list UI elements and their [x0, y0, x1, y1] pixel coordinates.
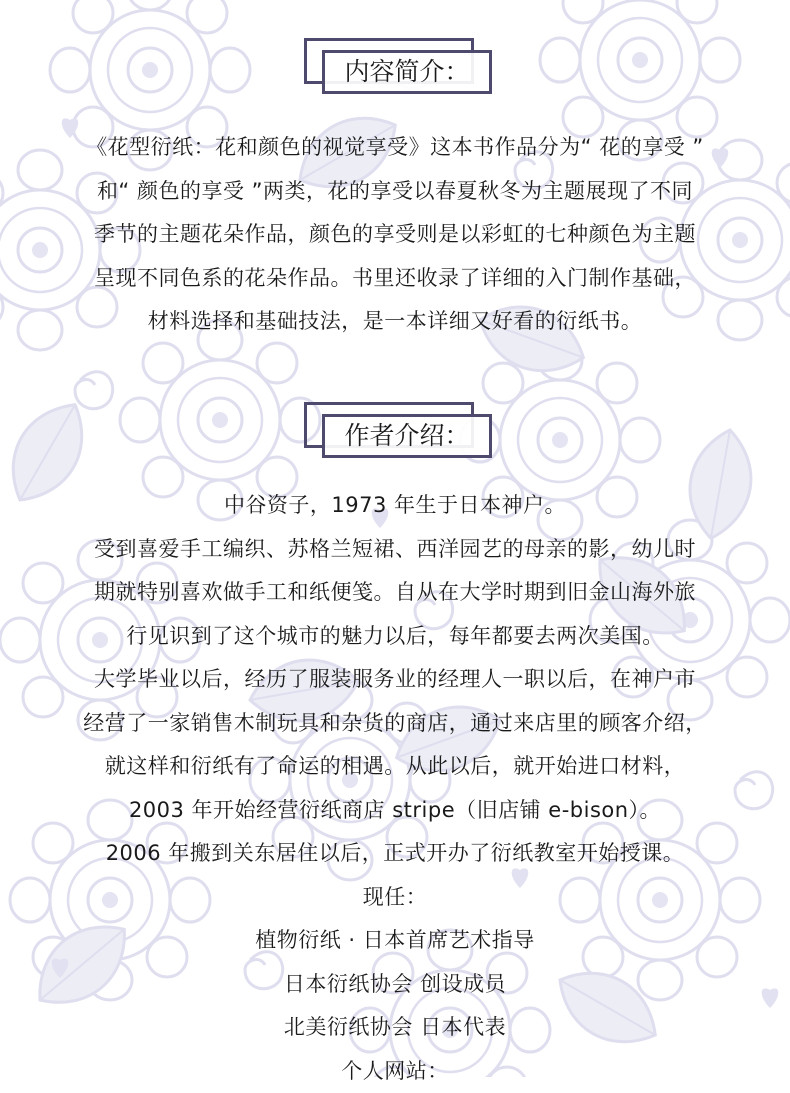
intro-line: 《花型衍纸：花和颜色的视觉享受》这本书作品分为“ 花的享受 ” — [30, 126, 760, 170]
author-line: 现任： — [30, 876, 760, 920]
author-line: 植物衍纸 · 日本首席艺术指导 — [30, 919, 760, 963]
author-line: 大学毕业以后，经历了服装服务业的经理人一职以后，在神户市 — [30, 658, 760, 702]
author-heading: 作者介绍： — [322, 418, 492, 454]
author-line: 日本衍纸协会 创设成员 — [30, 963, 760, 1007]
author-line: 2003 年开始经营衍纸商店 stripe（旧店铺 e-bison）。 — [30, 789, 760, 833]
intro-line: 季节的主题花朵作品，颜色的享受则是以彩虹的七种颜色为主题 — [30, 213, 760, 257]
author-line: 受到喜爱手工编织、苏格兰短裙、西洋园艺的母亲的影，幼儿时 — [30, 528, 760, 572]
author-line: 期就特别喜欢做手工和纸便笺。自从在大学时期到旧金山海外旅 — [30, 571, 760, 615]
intro-line: 呈现不同色系的花朵作品。书里还收录了详细的入门制作基础， — [30, 257, 760, 301]
author-line: 经营了一家销售木制玩具和杂货的商店，通过来店里的顾客介绍， — [30, 702, 760, 746]
intro-line: 材料选择和基础技法，是一本详细又好看的衍纸书。 — [30, 300, 760, 344]
author-line: 行见识到了这个城市的魅力以后，每年都要去两次美国。 — [30, 615, 760, 659]
intro-heading-box — [304, 38, 492, 94]
author-line: 就这样和衍纸有了命运的相遇。从此以后，就开始进口材料， — [30, 745, 760, 789]
author-line: 中谷资子，1973 年生于日本神户。 — [30, 484, 760, 528]
author-line: 2006 年搬到关东居住以后，正式开办了衍纸教室开始授课。 — [30, 832, 760, 876]
author-line: 个人网站： — [30, 1050, 760, 1093]
author-paragraph — [30, 484, 760, 1093]
author-heading-box — [304, 402, 492, 458]
intro-line: 和“ 颜色的享受 ”两类，花的享受以春夏秋冬为主题展现了不同 — [30, 170, 760, 214]
intro-heading: 内容简介： — [322, 54, 492, 90]
intro-paragraph — [30, 126, 760, 344]
author-line: 北美衍纸协会 日本代表 — [30, 1006, 760, 1050]
